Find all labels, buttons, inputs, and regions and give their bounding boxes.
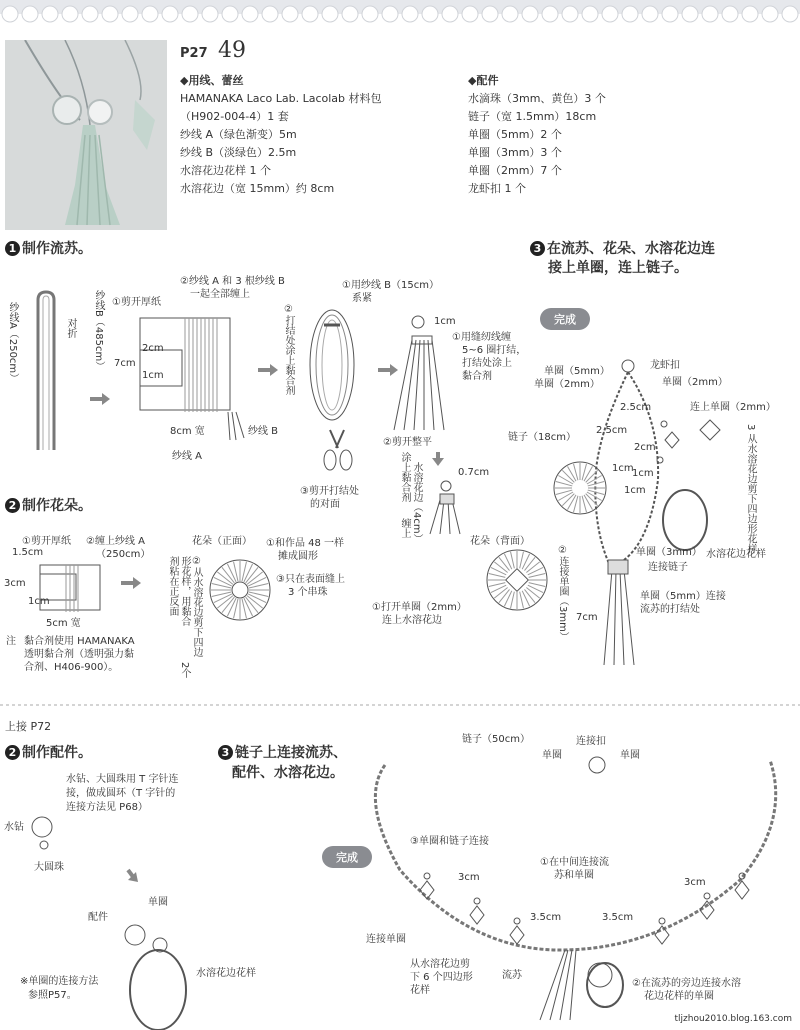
clasp-label: 连接扣 bbox=[576, 736, 606, 747]
flower-petal bbox=[520, 592, 524, 609]
flower-petal bbox=[586, 494, 598, 506]
dim-7cm: 7cm bbox=[114, 358, 136, 369]
lace-pattern-label-2: 水溶花边花样 bbox=[196, 968, 256, 979]
thread-item: 水溶花边花样 1 个 bbox=[180, 164, 271, 177]
flower-petal bbox=[504, 591, 511, 606]
thread-item: 水溶花边（宽 15mm）约 8cm bbox=[180, 182, 335, 195]
sew-wrap-2: 5~6 圈打结， bbox=[462, 345, 527, 356]
flower-petal bbox=[511, 592, 515, 609]
note-line-3: 合剂、H406-900）。 bbox=[24, 662, 119, 673]
sew-wrap-1: ①用缝纫线缠 bbox=[452, 332, 511, 343]
dim-1cm-2: 1cm bbox=[28, 596, 50, 607]
finished-badge: 完成 bbox=[540, 308, 590, 330]
parts-heading: ◆配件 bbox=[468, 74, 499, 87]
glue-both-sides: 剂粘在正反面 bbox=[167, 556, 178, 616]
parts-item: 水滴珠（3mm、黄色）3 个 bbox=[468, 92, 606, 105]
flower-petal bbox=[511, 552, 515, 569]
dim-8cm: 8cm 宽 bbox=[170, 426, 205, 437]
wrap-yarn-a-1: ②缠上纱线 A bbox=[86, 536, 145, 547]
flower-petal bbox=[494, 562, 507, 573]
flower-petal bbox=[504, 554, 511, 569]
flower-petal bbox=[499, 589, 510, 602]
dim-35cm-left: 3.5cm bbox=[530, 912, 562, 923]
tassel-label: 流苏 bbox=[502, 970, 522, 981]
parts-section-title: 2 制作配件。 bbox=[5, 742, 92, 762]
flower-petal bbox=[529, 583, 546, 587]
dim-25cm-a: 2.5cm bbox=[620, 402, 652, 413]
flower-petal bbox=[522, 591, 529, 606]
chain-50cm: 链子（50cm） bbox=[462, 734, 530, 745]
parts-desc-3: 连接方法见 P68） bbox=[66, 802, 148, 813]
chain-18cm: 链子（18cm） bbox=[508, 432, 576, 443]
yarn-a-tag: 纱线 A bbox=[172, 451, 203, 462]
sew-beads-2: 3 个串珠 bbox=[288, 587, 328, 598]
dim-25cm-b: 2.5cm bbox=[596, 425, 628, 436]
chain-section-title-1: 3 链子上连接流苏、 bbox=[218, 742, 347, 762]
flower-petal bbox=[524, 557, 535, 570]
connect-chain-label: 连接链子 bbox=[648, 562, 688, 573]
cut-opposite-2: 的对面 bbox=[310, 499, 340, 510]
lace-charm bbox=[420, 881, 434, 899]
watermark: tljzhou2010.blog.163.com bbox=[674, 1014, 792, 1024]
ring-5mm-knot-1: 单圈（5mm）连接 bbox=[640, 591, 726, 602]
flower-petal bbox=[528, 567, 543, 574]
flower-petal bbox=[494, 587, 507, 598]
parts-label: 配件 bbox=[88, 912, 108, 923]
section3-title-1: 3 在流苏、花朵、水溶花边连 bbox=[530, 238, 715, 258]
chain-section-title-2: 配件、水溶花边。 bbox=[232, 765, 344, 781]
wrap-yarn-a-2: （250cm） bbox=[96, 549, 151, 560]
jump-ring bbox=[474, 898, 480, 904]
dim-1cm: 1cm bbox=[142, 370, 164, 381]
finished-badge-2: 完成 bbox=[322, 846, 372, 868]
flower-petal bbox=[526, 562, 539, 573]
sew-wrap-3: 打结处涂上 bbox=[462, 358, 512, 369]
dim-15cm: 1.5cm bbox=[12, 547, 44, 558]
lace-charm bbox=[470, 906, 484, 924]
thread-item: （H902-004-4）1 套 bbox=[180, 110, 289, 123]
item-number: 49 bbox=[218, 38, 246, 63]
dim-35cm-right: 3.5cm bbox=[602, 912, 634, 923]
connect-ring-label-2: 连接单圈 bbox=[366, 934, 406, 945]
parts-item: 链子（宽 1.5mm）18cm bbox=[468, 110, 597, 123]
page-label: P27 bbox=[180, 46, 208, 61]
wrap-step-1: ②纱线 A 和 3 根纱线 B bbox=[180, 276, 285, 287]
dim-7cm-tassel: 7cm bbox=[576, 612, 598, 623]
cut-lace-quads: 3 从水溶花边剪下四边形花样 bbox=[745, 424, 756, 554]
rings-chain-step: ③单圈和链子连接 bbox=[410, 836, 489, 847]
parts-desc-1: 水钻、大圆珠用 T 字针连 bbox=[66, 774, 179, 785]
parts-item: 单圈（2mm）7 个 bbox=[468, 164, 562, 177]
rhinestone-label: 水钻 bbox=[4, 822, 24, 833]
side-step-2: 花边花样的单圈 bbox=[644, 991, 714, 1002]
parts-item: 单圈（5mm）2 个 bbox=[468, 128, 562, 141]
ring-5mm-label: 单圈（5mm） bbox=[544, 366, 610, 377]
thread-item: 纱线 A（绿色渐变）5m bbox=[180, 128, 297, 141]
open-ring-1: ①打开单圈（2mm） bbox=[372, 602, 467, 613]
center-step-2: 苏和单圈 bbox=[554, 870, 594, 881]
lobster-clasp-label: 龙虾扣 bbox=[650, 360, 680, 371]
cut-quad-count: 2个 bbox=[179, 662, 190, 679]
sew-wrap-4: 黏合剂 bbox=[462, 371, 492, 382]
jump-ring bbox=[514, 918, 520, 924]
section3-title-2: 接上单圈，连上链子。 bbox=[548, 260, 688, 276]
dim-07cm: 0.7cm bbox=[458, 467, 490, 478]
ring-3mm-label: 单圈（3mm） bbox=[636, 547, 702, 558]
ring-right-label: 单圈 bbox=[620, 750, 640, 761]
parts-item: 龙虾扣 1 个 bbox=[468, 182, 526, 195]
dim-1cm-b: 1cm bbox=[632, 468, 654, 479]
cut-card-step: ①剪开厚纸 bbox=[112, 297, 161, 308]
lace-charm bbox=[510, 926, 524, 944]
big-bead-label: 大圆珠 bbox=[34, 862, 64, 873]
dim-3cm: 3cm bbox=[4, 578, 26, 589]
dim-5cm: 5cm 宽 bbox=[46, 618, 81, 629]
shape-circle-1: ①和作品 48 一样 bbox=[266, 538, 345, 549]
lace-4cm-label: 水溶花边（4cm） bbox=[411, 462, 422, 544]
wrap-step-2: 一起全部缠上 bbox=[190, 289, 250, 300]
flower-petal bbox=[489, 574, 506, 578]
flower-petal bbox=[586, 470, 598, 482]
dim-1cm-c: 1cm bbox=[624, 485, 646, 496]
dim-3cm-left: 3cm bbox=[458, 872, 480, 883]
flower-petal bbox=[489, 583, 506, 587]
trim-step: ②剪开整平 bbox=[383, 437, 432, 448]
connect-ring-3mm: ②连接单圈（3mm） bbox=[557, 545, 568, 642]
flower-petal bbox=[529, 574, 546, 578]
thread-item: 纱线 B（淡绿色）2.5m bbox=[180, 146, 297, 159]
dim-1cm-a: 1cm bbox=[612, 463, 634, 474]
flower-petal bbox=[491, 567, 506, 574]
single-ring-label: 单圈 bbox=[148, 897, 168, 908]
apply-glue-label: 涂上黏合剂 bbox=[399, 452, 410, 502]
flower-back-label: 花朵（背面） bbox=[470, 536, 530, 547]
cut-six-1: 从水溶花边剪 bbox=[410, 959, 470, 970]
dim-3cm-right: 3cm bbox=[684, 877, 706, 888]
fold-label: 对折 bbox=[65, 318, 76, 338]
lace-pattern-label: 水溶花边花样 bbox=[706, 549, 766, 560]
section2-title: 2 制作花朵。 bbox=[5, 495, 92, 515]
note-line-2: 透明黏合剂（透明强力黏 bbox=[24, 649, 134, 660]
jump-ring bbox=[424, 873, 430, 879]
flower-petal bbox=[499, 557, 510, 570]
yarn-a-label: 纱线A（250cm） bbox=[7, 302, 18, 384]
jump-ring bbox=[704, 893, 710, 899]
continued-label: 上接 P72 bbox=[5, 720, 52, 733]
section1-title: 1 制作流苏。 bbox=[5, 238, 92, 258]
cut-six-3: 花样 bbox=[410, 985, 430, 996]
side-step-1: ②在流苏的旁边连接水溶 bbox=[632, 978, 741, 989]
open-ring-2: 连上水溶花边 bbox=[382, 615, 442, 626]
jump-ring bbox=[659, 918, 665, 924]
flower-petal bbox=[562, 470, 574, 482]
wrap-on-label: 缠上 bbox=[399, 518, 410, 538]
ring-note-2: 参照P57。 bbox=[28, 990, 77, 1001]
flower-petal bbox=[524, 589, 535, 602]
cut-six-2: 下 6 个四边形 bbox=[410, 972, 473, 983]
parts-desc-2: 接，做成圆环（T 字针的 bbox=[66, 788, 176, 799]
tie-step-1: ①用纱线 B（15cm） bbox=[342, 280, 439, 291]
sew-beads-1: ③只在表面缝上 bbox=[276, 574, 345, 585]
tie-step-2: 系紧 bbox=[352, 293, 372, 304]
parts-item: 单圈（3mm）3 个 bbox=[468, 146, 562, 159]
connect-ring-label: 连上单圈（2mm） bbox=[690, 402, 776, 413]
flower-petal bbox=[520, 552, 524, 569]
thread-heading: ◆用线、蕾丝 bbox=[180, 74, 244, 87]
cut-card-step-2: ①剪开厚纸 bbox=[22, 536, 71, 547]
dim-1cm-loop: 1cm bbox=[434, 316, 456, 327]
note-line-1: 黏合剂使用 HAMANAKA bbox=[24, 636, 135, 647]
yarn-b-label: 纱线B（485cm） bbox=[93, 290, 104, 372]
ring-left-label: 单圈 bbox=[542, 750, 562, 761]
ring-note-1: ※单圈的连接方法 bbox=[20, 976, 99, 987]
note-badge: 注 bbox=[6, 636, 16, 647]
cut-opposite-1: ③剪开打结处 bbox=[300, 486, 359, 497]
flower-petal bbox=[522, 554, 529, 569]
ring-5mm-knot-2: 流苏的打结处 bbox=[640, 604, 700, 615]
thread-item: HAMANAKA Laco Lab. Lacolab 材料包 bbox=[180, 92, 382, 105]
ring-2mm-label-b: 单圈（2mm） bbox=[662, 377, 728, 388]
flower-petal bbox=[528, 585, 543, 592]
dim-2cm: 2cm bbox=[142, 343, 164, 354]
glue-knot-step: ②打结处涂上黏合剂 bbox=[283, 304, 294, 395]
yarn-b-tag: 纱线 B bbox=[248, 426, 279, 437]
center-step-1: ①在中间连接流 bbox=[540, 857, 609, 868]
ring-2mm-label: 单圈（2mm） bbox=[534, 379, 600, 390]
dim-2cm-3: 2cm bbox=[634, 442, 656, 453]
flower-petal bbox=[491, 585, 506, 592]
flower-petal bbox=[526, 587, 539, 598]
shape-circle-2: 摊成圆形 bbox=[278, 551, 318, 562]
flower-petal bbox=[562, 494, 574, 506]
cut-quad-step: ②从水溶花边剪下四边形花样，用黏合 bbox=[179, 556, 202, 657]
lace-charm bbox=[655, 926, 669, 944]
flower-front-label: 花朵（正面） bbox=[192, 536, 252, 547]
